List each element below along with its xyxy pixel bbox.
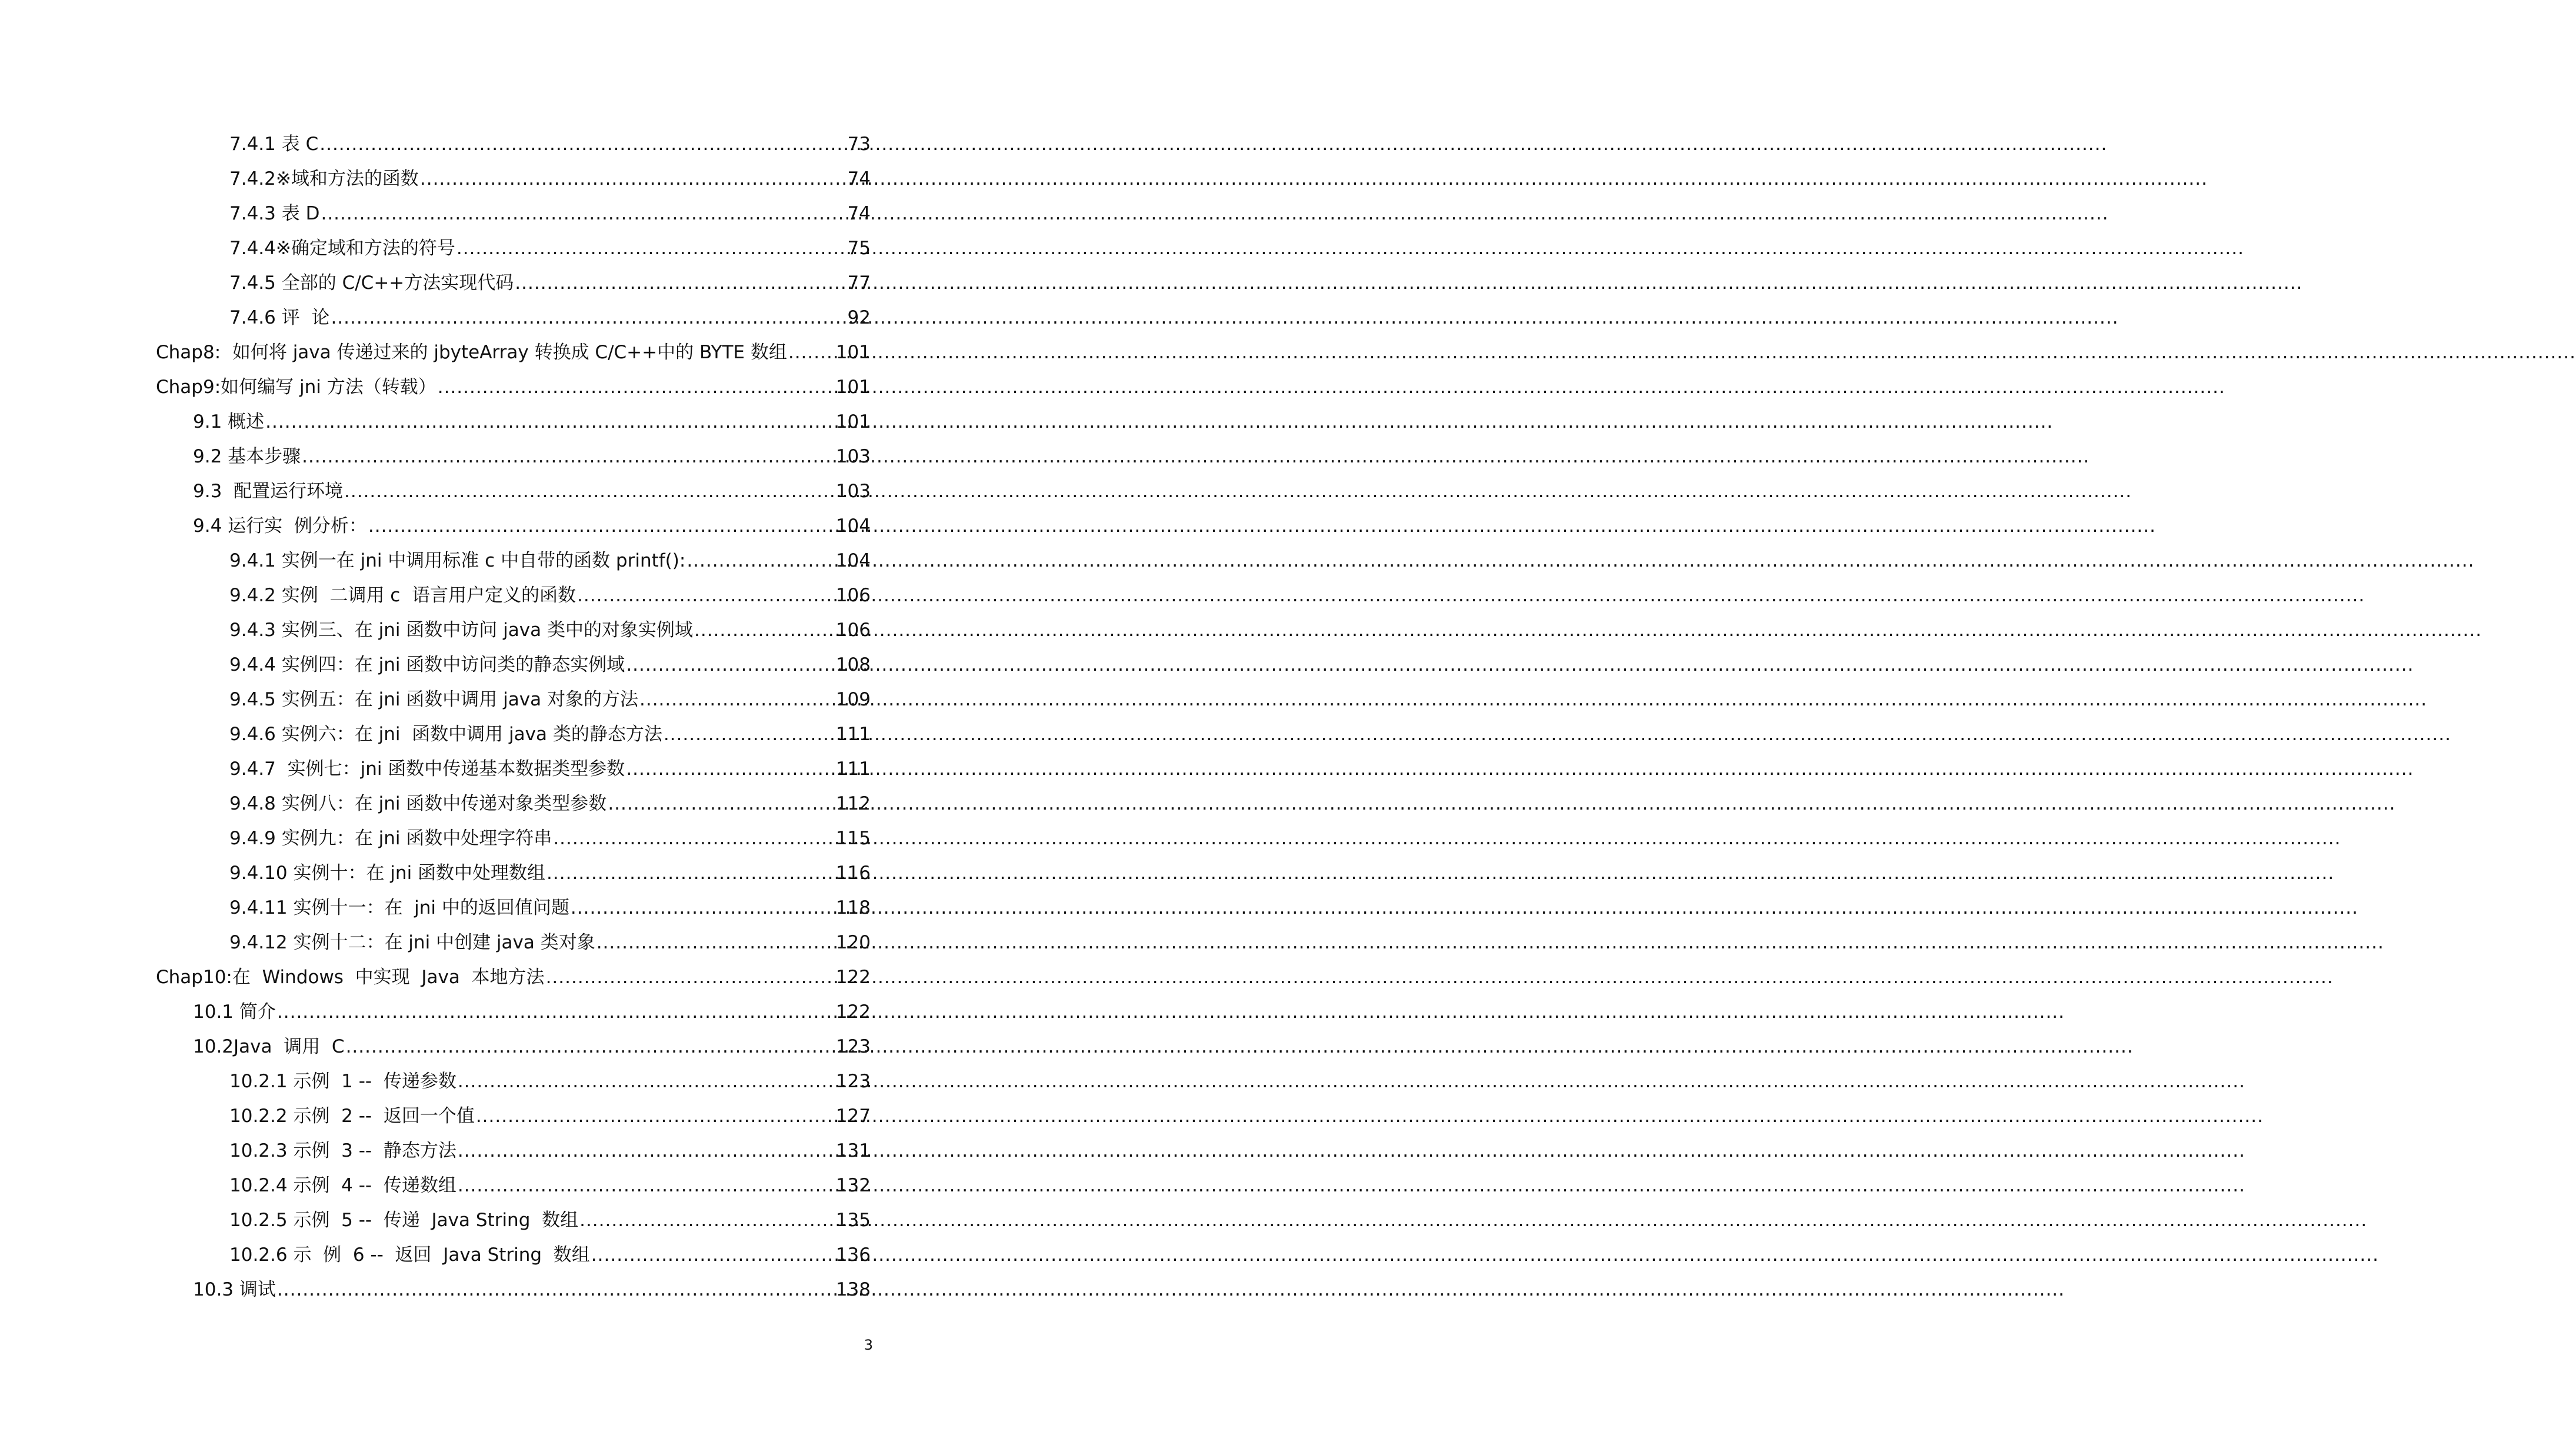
toc-dot-leader <box>515 266 846 301</box>
toc-entry[interactable] <box>0 960 1028 995</box>
toc-entry[interactable] <box>0 717 1028 752</box>
toc-entry-page-number: 138 <box>835 1279 871 1300</box>
toc-entry-page-number: 103 <box>835 446 871 467</box>
toc-dot-leader <box>420 162 847 197</box>
toc-dot-leader <box>579 1203 835 1238</box>
toc-entry-line <box>156 335 871 370</box>
toc-entry-title: 9.4.7 实例七：jni 函数中传递基本数据类型参数 <box>229 758 625 780</box>
toc-entry-line <box>229 787 871 821</box>
toc-entry-title: 9.4.8 实例八：在 jni 函数中传递对象类型参数 <box>229 793 607 814</box>
toc-dot-leader <box>277 995 835 1030</box>
toc-entry[interactable] <box>0 266 1028 301</box>
toc-entry-line <box>229 162 871 197</box>
toc-entry[interactable] <box>0 231 1028 266</box>
toc-entry[interactable] <box>0 613 1028 648</box>
toc-entry-line <box>156 370 871 405</box>
toc-entry-line <box>229 1064 871 1099</box>
toc-dot-leader <box>321 197 846 231</box>
toc-entry-title: 7.4.5 全部的 C/C++方法实现代码 <box>229 272 514 294</box>
toc-entry-title: 9.4 运行实 例分析： <box>193 515 367 537</box>
toc-entry[interactable] <box>0 1030 1028 1064</box>
toc-entry-title: Chap9:如何编写 jni 方法（转载） <box>156 377 436 398</box>
toc-entry[interactable] <box>0 856 1028 891</box>
toc-dot-leader <box>458 1064 835 1099</box>
document-page <box>0 0 1028 1445</box>
toc-entry[interactable] <box>0 162 1028 197</box>
toc-entry-page-number: 104 <box>835 550 871 571</box>
toc-dot-leader <box>577 578 835 613</box>
toc-entry[interactable] <box>0 474 1028 509</box>
toc-dot-leader <box>277 1273 835 1307</box>
toc-entry-page-number: 122 <box>835 967 871 988</box>
toc-entry-page-number: 116 <box>835 863 871 884</box>
toc-dot-leader <box>591 1238 835 1273</box>
toc-dot-leader <box>458 1168 835 1203</box>
toc-entry-line <box>229 301 871 335</box>
toc-entry-page-number: 74 <box>847 168 871 189</box>
toc-entry-line <box>229 1203 871 1238</box>
toc-entry[interactable] <box>0 370 1028 405</box>
toc-dot-leader <box>546 960 835 995</box>
toc-entry-page-number: 136 <box>835 1244 871 1266</box>
toc-entry-title: 10.1 简介 <box>193 1001 276 1023</box>
toc-entry-line <box>229 231 871 266</box>
toc-entry[interactable] <box>0 197 1028 231</box>
table-of-contents <box>0 127 1028 1307</box>
toc-entry[interactable] <box>0 1238 1028 1273</box>
toc-entry-page-number: 77 <box>847 272 871 294</box>
toc-entry-page-number: 123 <box>835 1036 871 1057</box>
toc-entry-page-number: 104 <box>835 515 871 537</box>
toc-entry-page-number: 73 <box>847 134 871 155</box>
toc-dot-leader <box>438 370 835 405</box>
toc-entry-title: 9.4.11 实例十一：在 jni 中的返回值问题 <box>229 897 569 918</box>
toc-dot-leader <box>639 682 835 717</box>
toc-dot-leader <box>458 1134 835 1168</box>
toc-entry-page-number: 135 <box>835 1210 871 1231</box>
toc-entry-line <box>229 717 871 752</box>
toc-entry-line <box>229 544 871 578</box>
toc-dot-leader <box>664 717 835 752</box>
toc-entry-title: 7.4.6 评 论 <box>229 307 330 328</box>
toc-entry-line <box>193 405 871 440</box>
toc-entry-page-number: 112 <box>835 793 871 814</box>
toc-entry[interactable] <box>0 925 1028 960</box>
toc-entry-line <box>229 648 871 682</box>
toc-entry-line <box>193 509 871 544</box>
toc-entry-line <box>229 578 871 613</box>
toc-entry-title: 7.4.4※确定域和方法的符号 <box>229 238 455 259</box>
page-number: 3 <box>864 1337 873 1353</box>
toc-entry-line <box>229 1168 871 1203</box>
toc-entry-page-number: 106 <box>835 585 871 606</box>
toc-entry-page-number: 131 <box>835 1140 871 1161</box>
toc-entry[interactable] <box>0 127 1028 162</box>
toc-entry-page-number: 120 <box>835 932 871 953</box>
toc-entry-page-number: 132 <box>835 1175 871 1196</box>
toc-entry-line <box>193 1273 871 1307</box>
toc-dot-leader <box>319 127 846 162</box>
toc-entry[interactable] <box>0 1203 1028 1238</box>
toc-entry-line <box>193 1030 871 1064</box>
toc-entry[interactable] <box>0 891 1028 925</box>
toc-entry-title: 9.4.5 实例五：在 jni 函数中调用 java 对象的方法 <box>229 689 638 710</box>
toc-dot-leader <box>546 856 835 891</box>
toc-entry-line <box>229 197 871 231</box>
toc-entry-title: 9.2 基本步骤 <box>193 446 301 467</box>
toc-entry-title: 9.4.10 实例十：在 jni 函数中处理数组 <box>229 863 546 884</box>
toc-entry[interactable] <box>0 544 1028 578</box>
toc-entry-line <box>229 127 871 162</box>
toc-entry-page-number: 74 <box>847 203 871 224</box>
toc-entry[interactable] <box>0 440 1028 474</box>
toc-entry-title: 10.2.1 示例 1 -- 传递参数 <box>229 1071 456 1092</box>
toc-entry-line <box>193 995 871 1030</box>
toc-entry-title: 9.4.12 实例十二：在 jni 中创建 java 类对象 <box>229 932 595 953</box>
toc-entry-title: 7.4.2※域和方法的函数 <box>229 168 419 189</box>
toc-entry[interactable] <box>0 509 1028 544</box>
toc-entry-line <box>229 925 871 960</box>
toc-dot-leader <box>368 509 835 544</box>
toc-entry-line <box>156 960 871 995</box>
toc-entry-line <box>193 440 871 474</box>
toc-entry-page-number: 101 <box>835 342 871 363</box>
toc-entry-title: 10.3 调试 <box>193 1279 276 1300</box>
toc-entry-title: 9.4.4 实例四：在 jni 函数中访问类的静态实例域 <box>229 654 625 675</box>
toc-entry-title: Chap10:在 Windows 中实现 Java 本地方法 <box>156 967 545 988</box>
toc-dot-leader <box>626 648 835 682</box>
toc-entry[interactable] <box>0 578 1028 613</box>
toc-entry[interactable] <box>0 1273 1028 1307</box>
toc-dot-leader <box>344 474 835 509</box>
toc-entry-line <box>229 891 871 925</box>
toc-entry[interactable] <box>0 335 1028 370</box>
toc-entry-title: 10.2.5 示例 5 -- 传递 Java String 数组 <box>229 1210 579 1231</box>
toc-entry-line <box>229 752 871 787</box>
toc-entry-page-number: 75 <box>847 238 871 259</box>
toc-dot-leader <box>265 405 835 440</box>
toc-entry-page-number: 101 <box>835 377 871 398</box>
toc-entry-line <box>229 1238 871 1273</box>
toc-entry-title: 9.4.6 实例六：在 jni 函数中调用 java 类的静态方法 <box>229 724 662 745</box>
toc-entry-page-number: 108 <box>835 654 871 675</box>
toc-entry-page-number: 101 <box>835 411 871 432</box>
toc-entry-title: 10.2.6 示 例 6 -- 返回 Java String 数组 <box>229 1244 590 1266</box>
toc-dot-leader <box>553 821 835 856</box>
toc-entry-title: 10.2.2 示例 2 -- 返回一个值 <box>229 1106 475 1127</box>
toc-entry-page-number: 106 <box>835 620 871 641</box>
toc-entry[interactable] <box>0 301 1028 335</box>
toc-entry[interactable] <box>0 787 1028 821</box>
toc-entry-line <box>229 1099 871 1134</box>
toc-entry[interactable] <box>0 1099 1028 1134</box>
toc-entry-line <box>229 856 871 891</box>
toc-entry[interactable] <box>0 405 1028 440</box>
toc-entry-title: Chap8: 如何将 java 传递过来的 jbyteArray 转换成 C/C++中的 BYTE 数组 <box>156 342 787 363</box>
toc-dot-leader <box>346 1030 835 1064</box>
toc-entry-line <box>229 682 871 717</box>
toc-entry-page-number: 123 <box>835 1071 871 1092</box>
toc-entry[interactable] <box>0 995 1028 1030</box>
toc-entry-page-number: 122 <box>835 1001 871 1023</box>
toc-entry-page-number: 103 <box>835 481 871 502</box>
toc-entry-title: 9.4.1 实例一在 jni 中调用标准 c 中自带的函数 printf(): <box>229 550 686 571</box>
toc-entry[interactable] <box>0 821 1028 856</box>
toc-dot-leader <box>456 231 847 266</box>
toc-entry-title: 9.4.9 实例九：在 jni 函数中处理字符串 <box>229 828 552 849</box>
toc-dot-leader <box>694 613 835 648</box>
toc-dot-leader <box>302 440 835 474</box>
toc-entry[interactable] <box>0 682 1028 717</box>
toc-entry-title: 9.4.3 实例三、在 jni 函数中访问 java 类中的对象实例域 <box>229 620 693 641</box>
toc-entry[interactable] <box>0 752 1028 787</box>
toc-entry-title: 7.4.1 表 C <box>229 134 319 155</box>
toc-entry-title: 10.2.4 示例 4 -- 传递数组 <box>229 1175 456 1196</box>
toc-dot-leader <box>687 544 835 578</box>
toc-dot-leader <box>331 301 846 335</box>
toc-entry-title: 10.2Java 调用 C <box>193 1036 345 1057</box>
toc-entry[interactable] <box>0 648 1028 682</box>
toc-entry-title: 9.3 配置运行环境 <box>193 481 344 502</box>
toc-dot-leader <box>596 925 835 960</box>
toc-entry-title: 10.2.3 示例 3 -- 静态方法 <box>229 1140 456 1161</box>
toc-entry-title: 9.4.2 实例 二调用 c 语言用户定义的函数 <box>229 585 576 606</box>
toc-entry-line <box>229 613 871 648</box>
toc-entry-page-number: 92 <box>847 307 871 328</box>
toc-dot-leader <box>626 752 835 787</box>
toc-dot-leader <box>476 1099 835 1134</box>
toc-entry-page-number: 111 <box>835 758 871 780</box>
toc-entry[interactable] <box>0 1064 1028 1099</box>
toc-entry[interactable] <box>0 1168 1028 1203</box>
toc-entry-page-number: 109 <box>835 689 871 710</box>
toc-entry-line <box>229 821 871 856</box>
toc-entry-page-number: 111 <box>835 724 871 745</box>
toc-entry-title: 9.1 概述 <box>193 411 265 432</box>
toc-dot-leader <box>608 787 835 821</box>
toc-entry[interactable] <box>0 1134 1028 1168</box>
toc-entry-page-number: 118 <box>835 897 871 918</box>
toc-entry-line <box>193 474 871 509</box>
toc-entry-line <box>229 1134 871 1168</box>
toc-entry-page-number: 115 <box>835 828 871 849</box>
toc-entry-line <box>229 266 871 301</box>
toc-dot-leader <box>788 335 835 370</box>
toc-entry-title: 7.4.3 表 D <box>229 203 320 224</box>
toc-dot-leader <box>571 891 835 925</box>
toc-entry-page-number: 127 <box>835 1106 871 1127</box>
